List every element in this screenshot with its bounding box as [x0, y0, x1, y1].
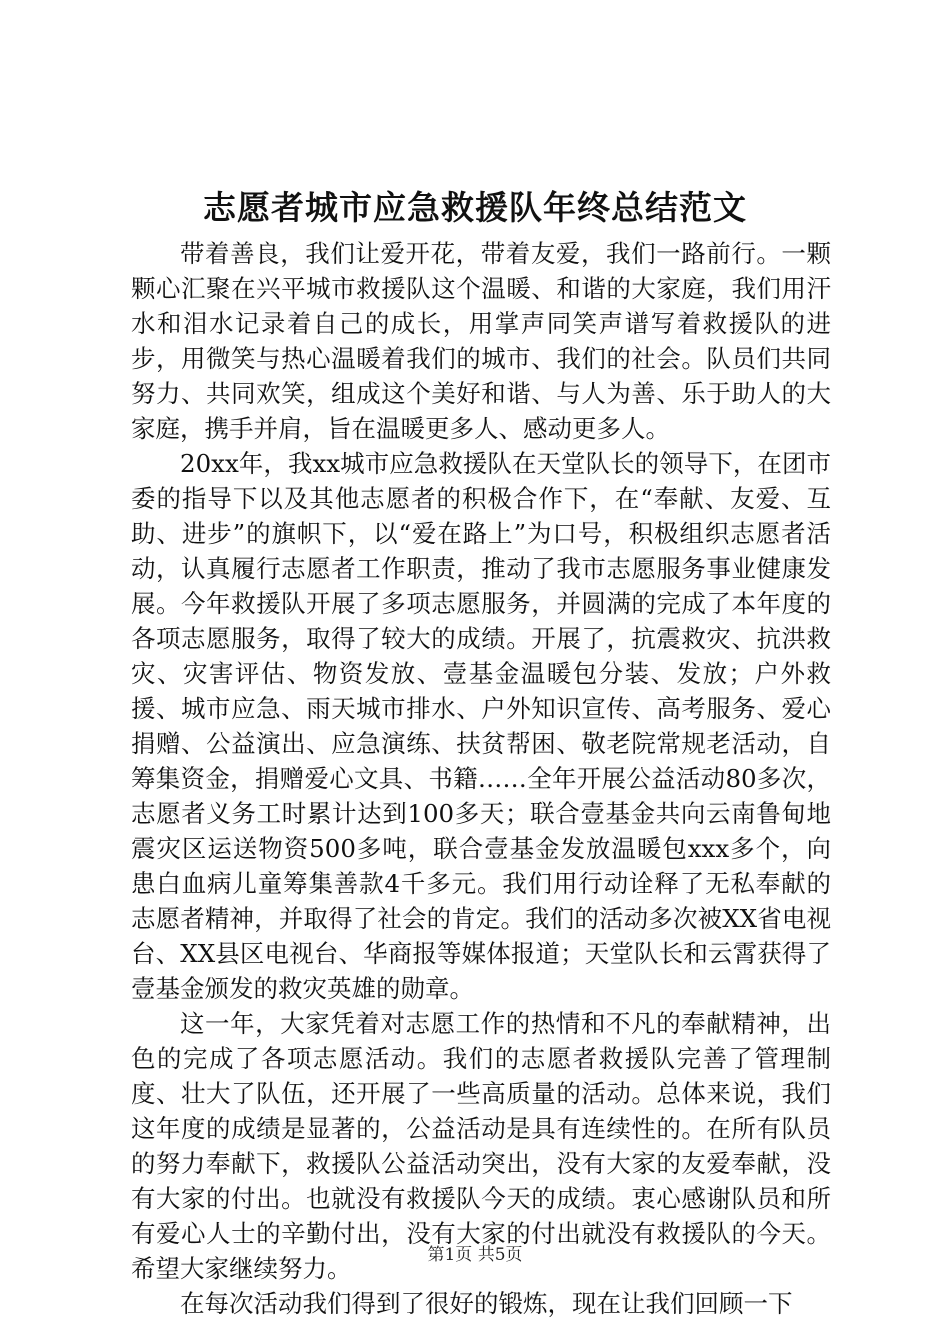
document-title: 志愿者城市应急救援队年终总结范文 — [203, 188, 747, 227]
document-body — [131, 236, 831, 1321]
page-number-footer: 第1页 共5页 — [427, 1245, 523, 1265]
paragraph-4: 在每次活动我们得到了很好的锻炼，现在让我们回顾一下 — [180, 1289, 793, 1318]
paragraph-1: 带着善良，我们让爱开花，带着友爱，我们一路前行。一颗颗心汇聚在兴平城市救援队这个温暖、和谐的大家庭，我们用汗水和泪水记录着自己的成长，用掌声同笑声谱写着救援队的进步，用微笑与热心温暖着我们的城市、我们的社会。队员们共同努力、共同欢笑，组成这个美好和谐、与人为善、乐于助人的大家庭，携手并肩，旨在温暖更多人、感动更多人。 — [131, 239, 831, 443]
paragraph-2: 20xx年，我xx城市应急救援队在天堂队长的领导下，在团市委的指导下以及其他志愿者的积极合作下，在“奉献、友爱、互助、进步”的旗帜下，以“爱在路上”为口号，积极组织志愿者活动，认真履行志愿者工作职责，推动了我市志愿服务事业健康发展。今年救援队开展了多项志愿服务，并圆满的完成了本年度的各项志愿服务，取得了较大的成绩。开展了，抗震救灾、抗洪救灾、灾害评估、物资发放、壹基金温暖包分装、发放；户外救援、城市应急、雨天城市排水、户外知识宣传、高考服务、爱心捐赠、公益演出、应急演练、扶贫帮困、敬老院常规老活动，自筹集资金，捐赠爱心文具、书籍……全年开展公益活动80多次，志愿者义务工时累计达到100多天；联合壹基金共向云南鲁甸地震灾区运送物资500多吨，联合壹基金发放温暖包xxx多个，向患白血病儿童筹集善款4千多元。我们用行动诠释了无私奉献的志愿者精神，并取得了社会的肯定。我们的活动多次被XX省电视台、XX县区电视台、华商报等媒体报道；天堂队长和云霄获得了壹基金颁发的救灾英雄的勋章。 — [131, 449, 831, 1003]
paragraph-3: 这一年，大家凭着对志愿工作的热情和不凡的奉献精神，出色的完成了各项志愿活动。我们的志愿者救援队完善了管理制度、壮大了队伍，还开展了一些高质量的活动。总体来说，我们这年度的成绩是显著的，公益活动是具有连续性的。在所有队员的努力奉献下，救援队公益活动突出，没有大家的友爱奉献，没有大家的付出。也就没有救援队今天的成绩。衷心感谢队员和所有爱心人士的辛勤付出，没有大家的付出就没有救援队的今天。希望大家继续努力。 — [131, 1009, 831, 1283]
